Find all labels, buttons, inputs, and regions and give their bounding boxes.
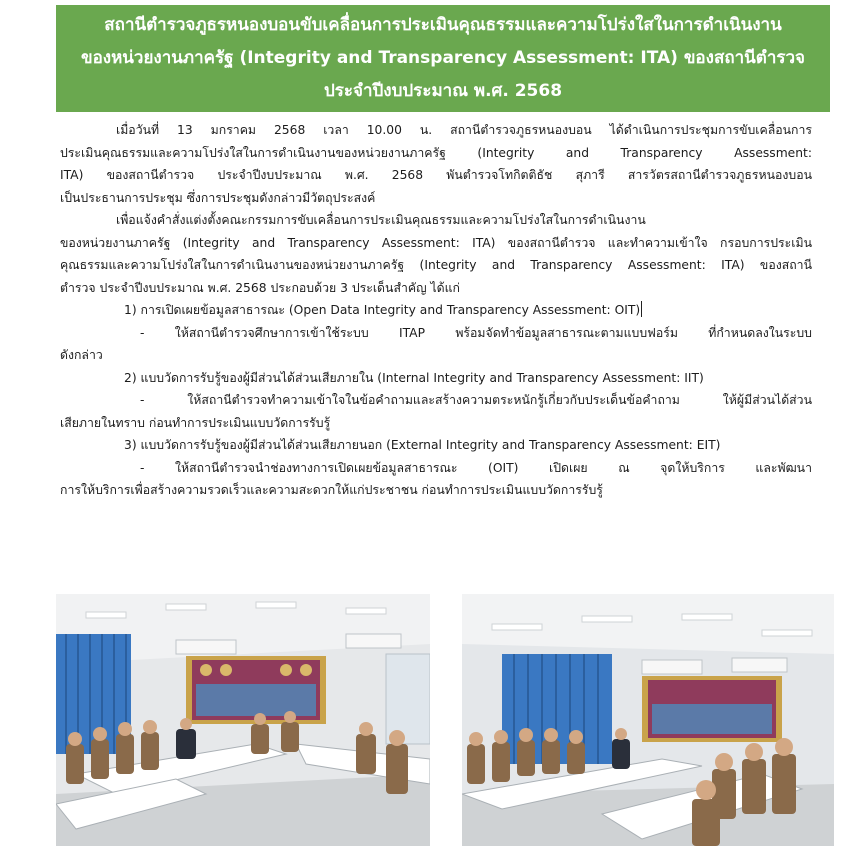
item-3-title: 3) แบบวัดการรับรู้ของผู้มีส่วนได้ส่วนเสียภายนอก (External Integrity and Transparency Assessment: EIT)	[124, 438, 721, 452]
paragraph-1-line-4: เป็นประธานการประชุม ซึ่งการประชุมดังกล่าวมีวัตถุประสงค์	[60, 190, 376, 205]
paragraph-1-line-1: เมื่อวันที่ 13 มกราคม 2568 เวลา 10.00 น. สถานีตำรวจภูธรหนองบอน ได้ดำเนินการประชุมการขับเคลื่อนการ	[116, 123, 812, 137]
item-2-detail-line-1: - ให้สถานีตำรวจทำความเข้าใจในข้อคำถามและสร้างความตระหนักรู้เกี่ยวกับประเด็นข้อคำถาม ให้ผู้มีส่วนได้ส่วน	[140, 393, 812, 407]
title-line-3: ประจำปีงบประมาณ พ.ศ. 2568	[323, 81, 563, 101]
meeting-photo-right-image	[462, 594, 834, 846]
title-line-2: ของหน่วยงานภาครัฐ (Integrity and Transparency Assessment: ITA) ของสถานีตำรวจ	[80, 48, 806, 68]
title-banner	[56, 5, 830, 112]
meeting-photo-left	[56, 594, 430, 846]
item-2-title: 2) แบบวัดการรับรู้ของผู้มีส่วนได้ส่วนเสียภายใน (Internal Integrity and Transparency Assessment: IIT)	[124, 370, 704, 385]
item-1-detail-line-1: - ให้สถานีตำรวจศึกษาการเข้าใช้ระบบ ITAP พร้อมจัดทำข้อมูลสาธารณะตามแบบฟอร์ม ที่กำหนดลงในระบบ	[140, 325, 812, 340]
article-body	[60, 119, 812, 502]
paragraph-2-line-2: ของหน่วยงานภาครัฐ (Integrity and Transparency Assessment: ITA) ของสถานีตำรวจ และทำความเข้าใจ กรอบการประเมิน	[60, 235, 812, 250]
paragraph-2-line-4: ตำรวจ ประจำปีงบประมาณ พ.ศ. 2568 ประกอบด้วย 3 ประเด็นสำคัญ ได้แก่	[60, 280, 461, 295]
title-line-1: สถานีตำรวจภูธรหนองบอนขับเคลื่อนการประเมินคุณธรรมและความโปร่งใสในการดำเนินงาน	[104, 15, 782, 35]
item-1-detail-line-2: ดังกล่าว	[60, 348, 103, 362]
meeting-photo-right	[462, 594, 834, 846]
item-3-detail-line-1: - ให้สถานีตำรวจนำช่องทางการเปิดเผยข้อมูลสาธารณะ (OIT) เปิดเผย ณ จุดให้บริการ และพัฒนา	[140, 460, 812, 475]
meeting-photo-left-image	[56, 594, 430, 846]
item-1-title-text: 1) การเปิดเผยข้อมูลสาธารณะ (Open Data Integrity and Transparency Assessment: OIT)	[124, 303, 641, 317]
item-2-detail-line-2: เสียภายในทราบ ก่อนทำการประเมินแบบวัดการรับรู้	[60, 415, 331, 430]
item-3-detail-line-2: การให้บริการเพื่อสร้างความรวดเร็วและความสะดวกให้แก่ประชาชน ก่อนทำการประเมินแบบวัดการรับรู้	[60, 483, 603, 497]
text-cursor	[641, 301, 642, 317]
paragraph-1-line-3: ITA) ของสถานีตำรวจ ประจำปีงบประมาณ พ.ศ. 2568 พันตำรวจโทกิตติธัช สุภารี สารวัตรสถานีตำรวจภูธรหนองบอน	[60, 168, 812, 182]
item-1-title[interactable]	[60, 299, 812, 322]
paragraph-1-line-2: ประเมินคุณธรรมและความโปร่งใสในการดำเนินงานของหน่วยงานภาครัฐ (Integrity and Transparency Assessment:	[60, 145, 812, 160]
paragraph-2-line-1: เพื่อแจ้งคำสั่งแต่งตั้งคณะกรรมการขับเคลื่อนการประเมินคุณธรรมและความโปร่งใสในการดำเนินงาน	[116, 213, 646, 227]
paragraph-2-line-3: คุณธรรมและความโปร่งใสในการดำเนินงานของหน่วยงานภาครัฐ (Integrity and Transparency Assessment: ITA) ของสถานี	[60, 258, 812, 272]
